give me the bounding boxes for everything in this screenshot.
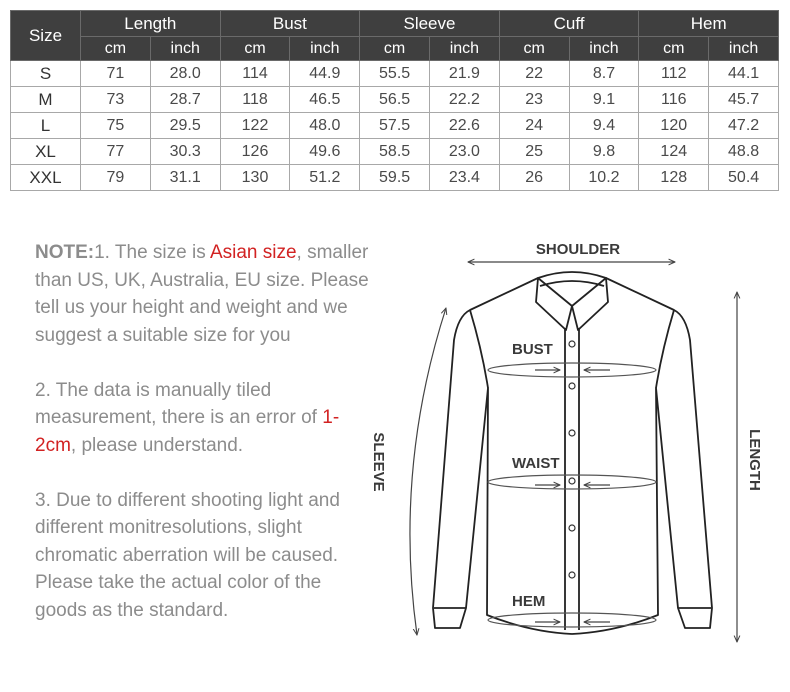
table-cell: 51.2 [290, 165, 360, 191]
table-cell: 25 [499, 139, 569, 165]
table-row [11, 87, 779, 113]
table-cell: 50.4 [709, 165, 779, 191]
table-row [11, 61, 779, 87]
table-cell: 124 [639, 139, 709, 165]
table-cell: 128 [639, 165, 709, 191]
size-notes [35, 239, 375, 652]
unit-cm: cm [81, 37, 151, 61]
table-cell: 59.5 [360, 165, 430, 191]
label-hem: HEM [512, 593, 546, 610]
label-bust: BUST [512, 341, 553, 358]
table-row [11, 113, 779, 139]
table-cell: 10.2 [569, 165, 639, 191]
table-cell: 44.1 [709, 61, 779, 87]
table-cell: 23.4 [429, 165, 499, 191]
table-cell: 48.0 [290, 113, 360, 139]
table-cell: 29.5 [150, 113, 220, 139]
header-sleeve: Sleeve [360, 11, 500, 37]
table-cell: 28.7 [150, 87, 220, 113]
table-cell: 126 [220, 139, 290, 165]
table-row [11, 165, 779, 191]
table-header-groups [11, 11, 779, 37]
note-lead: NOTE: [35, 242, 95, 263]
note-3: 3. Due to different shooting light and different monitresolutions, slight chromatic aberration will be caused. Please take the actual color of the goods as the standard. [35, 489, 340, 621]
table-cell: 71 [81, 61, 151, 87]
shirt-measurement-diagram [360, 230, 780, 660]
unit-inch: inch [709, 37, 779, 61]
table-cell: 44.9 [290, 61, 360, 87]
unit-cm: cm [220, 37, 290, 61]
table-cell: 9.1 [569, 87, 639, 113]
table-cell: 8.7 [569, 61, 639, 87]
measure-lines [488, 363, 656, 627]
note-1-highlight: Asian size [209, 242, 297, 263]
measure-arrows [410, 262, 737, 642]
table-cell: 22.2 [429, 87, 499, 113]
table-cell: 73 [81, 87, 151, 113]
size-cell: M [11, 87, 81, 113]
header-cuff: Cuff [499, 11, 639, 37]
size-chart-table [10, 10, 779, 191]
unit-inch: inch [569, 37, 639, 61]
header-hem: Hem [639, 11, 779, 37]
size-cell: XL [11, 139, 81, 165]
table-cell: 77 [81, 139, 151, 165]
table-cell: 120 [639, 113, 709, 139]
table-cell: 48.8 [709, 139, 779, 165]
table-cell: 130 [220, 165, 290, 191]
table-cell: 57.5 [360, 113, 430, 139]
note-1-text-b: , smaller than US, UK, Australia, EU size. Please tell us your height and weight and we suggest a suitable size for you [35, 242, 369, 346]
table-cell: 79 [81, 165, 151, 191]
label-sleeve: SLEEVE [370, 432, 387, 492]
note-1-text-a: 1. The size is [94, 242, 210, 263]
table-cell: 22 [499, 61, 569, 87]
size-cell: L [11, 113, 81, 139]
label-length: LENGTH [746, 429, 763, 491]
unit-cm: cm [499, 37, 569, 61]
table-cell: 9.8 [569, 139, 639, 165]
note-2-highlight: 1-2cm [35, 407, 340, 456]
table-cell: 58.5 [360, 139, 430, 165]
note-2-text-b: , please understand. [70, 434, 244, 456]
table-cell: 49.6 [290, 139, 360, 165]
size-cell: XXL [11, 165, 81, 191]
table-header-units [11, 37, 779, 61]
table-cell: 23 [499, 87, 569, 113]
table-cell: 114 [220, 61, 290, 87]
table-cell: 22.6 [429, 113, 499, 139]
note-2-text-a: 2. The data is manually tiled measurement, there is an error of [35, 379, 323, 428]
table-cell: 75 [81, 113, 151, 139]
size-cell: S [11, 61, 81, 87]
table-cell: 55.5 [360, 61, 430, 87]
table-cell: 122 [220, 113, 290, 139]
table-cell: 23.0 [429, 139, 499, 165]
note-1 [35, 239, 375, 349]
table-cell: 45.7 [709, 87, 779, 113]
header-size: Size [11, 11, 81, 61]
table-cell: 21.9 [429, 61, 499, 87]
table-cell: 116 [639, 87, 709, 113]
header-length: Length [81, 11, 221, 37]
header-bust: Bust [220, 11, 360, 37]
table-cell: 46.5 [290, 87, 360, 113]
table-cell: 30.3 [150, 139, 220, 165]
table-row [11, 139, 779, 165]
table-cell: 47.2 [709, 113, 779, 139]
table-cell: 56.5 [360, 87, 430, 113]
shirt-outline [433, 272, 712, 634]
label-waist: WAIST [512, 455, 560, 472]
note-2 [35, 377, 375, 460]
unit-inch: inch [150, 37, 220, 61]
unit-cm: cm [639, 37, 709, 61]
unit-inch: inch [429, 37, 499, 61]
table-cell: 31.1 [150, 165, 220, 191]
table-cell: 112 [639, 61, 709, 87]
table-cell: 28.0 [150, 61, 220, 87]
unit-cm: cm [360, 37, 430, 61]
table-cell: 118 [220, 87, 290, 113]
table-cell: 9.4 [569, 113, 639, 139]
label-shoulder: SHOULDER [535, 241, 621, 258]
table-cell: 26 [499, 165, 569, 191]
table-cell: 24 [499, 113, 569, 139]
unit-inch: inch [290, 37, 360, 61]
